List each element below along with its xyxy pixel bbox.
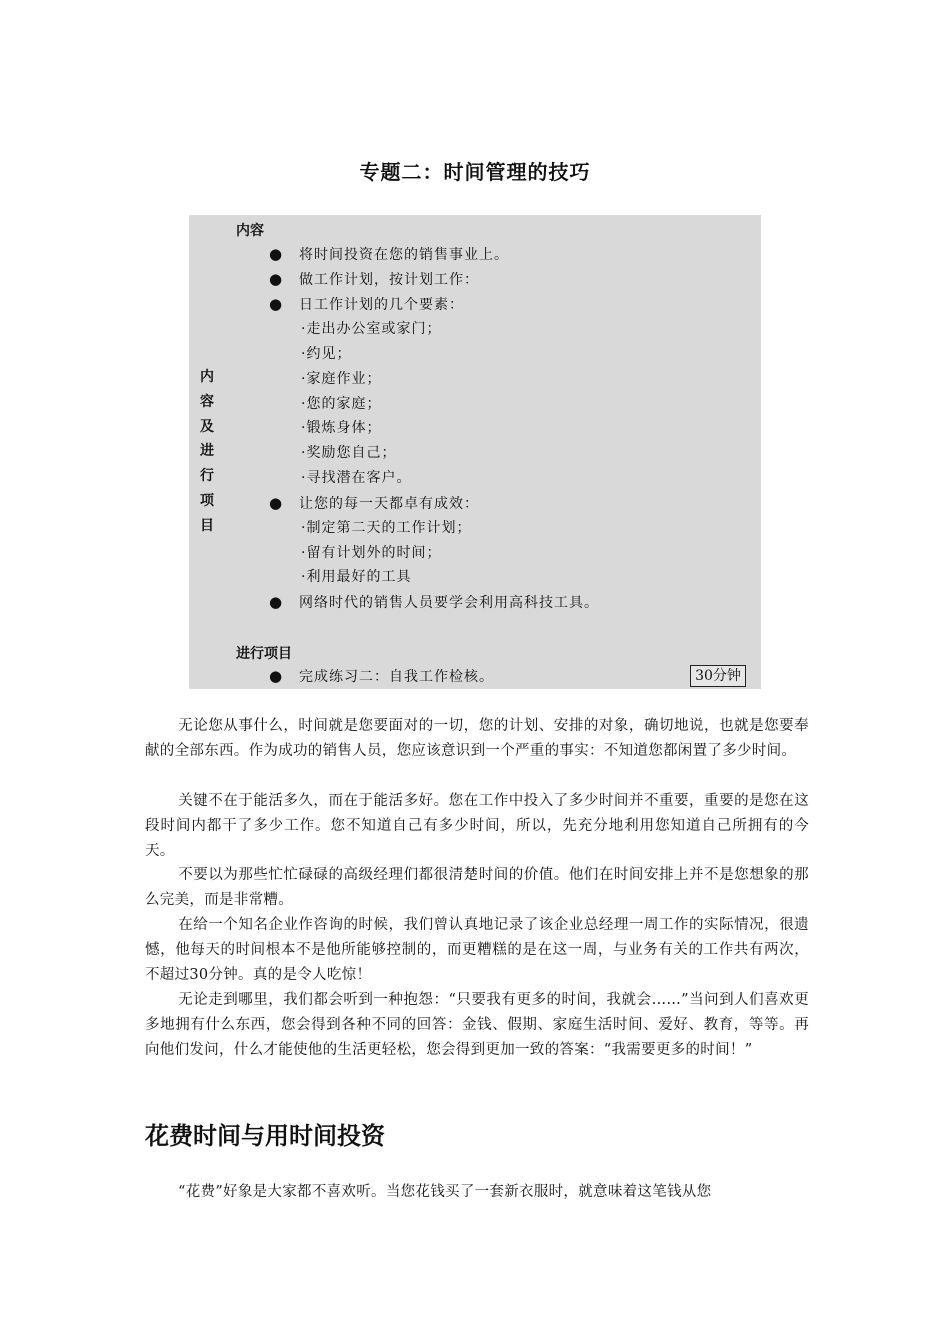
sub-list-item: ·制定第二天的工作计划；: [301, 520, 472, 536]
duration-badge: 30分钟: [690, 665, 746, 687]
side-label-char: 及: [200, 418, 214, 435]
sub-list-item: ·奖励您自己；: [301, 445, 397, 461]
sub-list-item: ·利用最好的工具: [301, 569, 412, 585]
side-label-char: 行: [200, 468, 214, 485]
paragraph: “花费”好象是大家都不喜欢听。当您花钱买了一套新衣服时，就意味着这笔钱从您: [178, 1184, 712, 1200]
progress-heading: 进行项目: [236, 646, 292, 662]
sub-list-item: ·走出办公室或家门；: [301, 321, 442, 337]
paragraph: 关键不在于能活多久，而在于能活多好。您在工作中投入了多少时间并不重要，重要的是您在这段时间内都干了多少工作。您不知道自己有多少时间，所以，先充分地利用您知道自己所拥有的今天。: [145, 793, 809, 859]
list-item: ● 做工作计划，按计划工作：: [269, 270, 479, 288]
sub-list-item: ·留有计划外的时间；: [301, 545, 442, 561]
list-item: ● 网络时代的销售人员要学会利用高科技工具。: [269, 593, 599, 611]
bullet-icon: ●: [269, 593, 284, 611]
sub-list-item: ·约见；: [301, 346, 352, 362]
side-label-char: 目: [200, 517, 214, 534]
list-item: ● 让您的每一天都卓有成效：: [269, 494, 479, 512]
bullet-icon: ●: [269, 667, 284, 685]
page-title: 专题二：时间管理的技巧: [359, 160, 591, 184]
side-label-char: 容: [200, 393, 214, 410]
list-item: ● 日工作计划的几个要素：: [269, 295, 464, 313]
paragraph: 在给一个知名企业作咨询的时候，我们曾认真地记录了该企业总经理一周工作的实际情况，很遗憾，他每天的时间根本不是他所能够控制的，而更糟糕的是在这一周，与业务有关的工作共有两次，不超过30分钟。真的是令人吃惊！: [145, 917, 809, 983]
section-heading: 花费时间与用时间投资: [145, 1122, 385, 1150]
side-label-char: 项: [200, 492, 214, 509]
paragraph: 无论您从事什么，时间就是您要面对的一切，您的计划、安排的对象，确切地说，也就是您要奉献的全部东西。作为成功的销售人员，您应该意识到一个严重的事实：不知道您都闲置了多少时间。: [145, 718, 809, 759]
sub-list-item: ·家庭作业；: [301, 371, 382, 387]
sub-list-item: ·您的家庭；: [301, 396, 382, 412]
content-box: [189, 215, 761, 689]
bullet-icon: ●: [269, 270, 284, 288]
paragraph: 无论走到哪里，我们都会听到一种抱怨：“只要我有更多的时间，我就会……”当问到人们喜欢更多地拥有什么东西，您会得到各种不同的回答：金钱、假期、家庭生活时间、爱好、教育，等等。再向他们发问，什么才能使他的生活更轻松，您会得到更加一致的答案：“我需要更多的时间！”: [145, 992, 809, 1058]
side-label-char: 内: [200, 369, 214, 385]
bullet-icon: ●: [269, 245, 284, 263]
list-item: ● 将时间投资在您的销售事业上。: [269, 245, 509, 263]
sub-list-item: ·寻找潜在客户。: [301, 470, 412, 486]
bullet-icon: ●: [269, 295, 284, 313]
side-label: [198, 365, 216, 539]
bullet-icon: ●: [269, 494, 284, 512]
paragraph: 不要以为那些忙忙碌碌的高级经理们都很清楚时间的价值。他们在时间安排上并不是您想象的那么完美，而是非常糟。: [145, 867, 809, 908]
progress-item: ● 完成练习二：自我工作检核。: [269, 667, 494, 685]
side-label-char: 进: [200, 443, 214, 460]
content-heading: 内容: [236, 223, 264, 239]
sub-list-item: ·锻炼身体；: [301, 420, 382, 436]
